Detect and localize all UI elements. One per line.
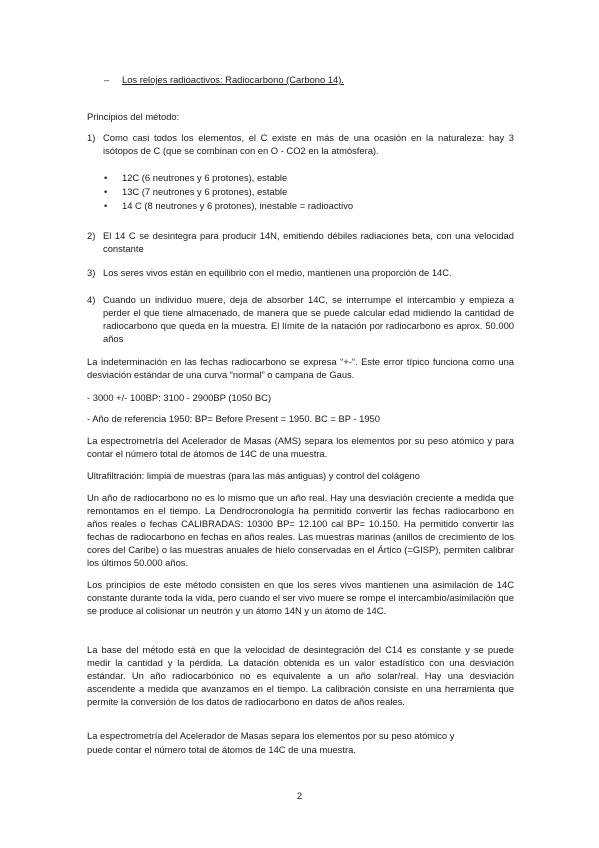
paragraph-anio-radiocarbono: Un año de radiocarbono no es lo mismo que un año real. Hay una desviación creciente a medida que remontamos en el tiempo. La Dendrocronología ha permitido convertir las fechas radiocarbono en años reales o fechas CALIBRADAS: 10300 BP= 12.100 cal BP= 10.150. Ha permitido convertir las fechas de radiocarbono en fechas en años reales. Las muestras marinas (anillos de crecimiento de los cores del Caribe) o las muestras anuales de hielo conservadas en el Ártico (=GISP), permiten calibrar los últimos 50.000 años.: [87, 492, 514, 568]
list-number: 4): [87, 294, 96, 305]
principles-label: Principios del método:: [87, 111, 180, 122]
list-text: Los seres vivos están en equilibrio con el medio, mantienen una proporción de 14C.: [103, 267, 452, 278]
list-item-2: [87, 229, 514, 257]
bullet-text: 14 C (8 neutrones y 6 protones), inestable = radioactivo: [122, 200, 354, 211]
paragraph-ams: La espectrometría del Acelerador de Masas (AMS) separa los elementos por su peso atómico y para contar el número total de átomos de 14C de una muestra.: [87, 435, 514, 459]
list-number: 3): [87, 267, 96, 278]
list-text: El 14 C se desintegra para producir 14N, emitiendo débiles radiaciones beta, con una velocidad constante: [103, 230, 514, 254]
list-text: Como casi todos los elementos, el C existe en más de una ocasión en la naturaleza: hay 3 isótopos de C (que se combinan con en O - CO2 en la atmósfera).: [103, 132, 514, 156]
paragraph-indeterminacion: La indeterminación en las fechas radiocarbono se expresa “+-“. Este error típico funciona como una desviación estándar de una curva “normal” o campana de Gaus.: [87, 356, 514, 380]
heading-title: Los relojes radioactivos: Radiocarbono (Carbono 14).: [122, 74, 344, 85]
paragraph-ultrafiltracion: Ultrafiltración: limpia de muestras (para las más antiguas) y control del colágeno: [87, 470, 420, 481]
list-item-1: [87, 131, 514, 159]
paragraph-ejemplo: - 3000 +/- 100BP: 3100 - 2900BP (1050 BC): [87, 392, 272, 403]
bullet-dot: •: [104, 172, 108, 183]
list-number: 2): [87, 230, 96, 241]
page-number: 2: [296, 790, 303, 801]
list-item-3: [87, 266, 514, 280]
bullet-text: 13C (7 neutrones y 6 protones), estable: [122, 186, 288, 197]
paragraph-principios: Los principios de este método consisten en que los seres vivos mantienen una asimilación de 14C constante durante toda la vida, pero cuando el ser vivo muere se rompe el intercambio/asimilación que se produce al colisionar un neutrón y un átomo 14N y un átomo de 14C.: [87, 579, 514, 616]
list-text: Cuando un individuo muere, deja de absorber 14C, se interrumpe el intercambio y empieza a perder el que tiene almacenado, de manera que se puede calcular edad midiendo la cantidad de radiocarbono que queda en la muestra. El límite de la natación por radiocarbono es aprox. 50.000 años: [103, 294, 514, 344]
bullet-text: 12C (6 neutrones y 6 protones), estable: [122, 172, 288, 183]
paragraph-referencia: - Año de referencia 1950: BP= Before Present = 1950. BC = BP - 1950: [87, 413, 380, 424]
paragraph-ams-2-line-2: puede contar el número total de átomos de 14C de una muestra.: [87, 744, 356, 755]
list-number: 1): [87, 132, 96, 143]
list-item-4: [87, 293, 514, 347]
paragraph-base-metodo: La base del método está en que la velocidad de desintegración del C14 es constante y se puede medir la cantidad y la pérdida. La datación obtenida es un valor estadístico con una desviación estándar. Un año radiocarbónico no es equivalente a un año solar/real. Hay una desviación ascendente a medida que avanzamos en el tiempo. La calibración consiste en una herramienta que permite la conversión de los datos de radiocarbono en datos de años reales.: [87, 644, 514, 707]
heading-dash: –: [104, 74, 110, 85]
paragraph-ams-2-line-1: La espectrometría del Acelerador de Masas separa los elementos por su peso atómico y: [87, 730, 455, 741]
bullet-dot: •: [104, 200, 108, 211]
bullet-dot: •: [104, 186, 108, 197]
